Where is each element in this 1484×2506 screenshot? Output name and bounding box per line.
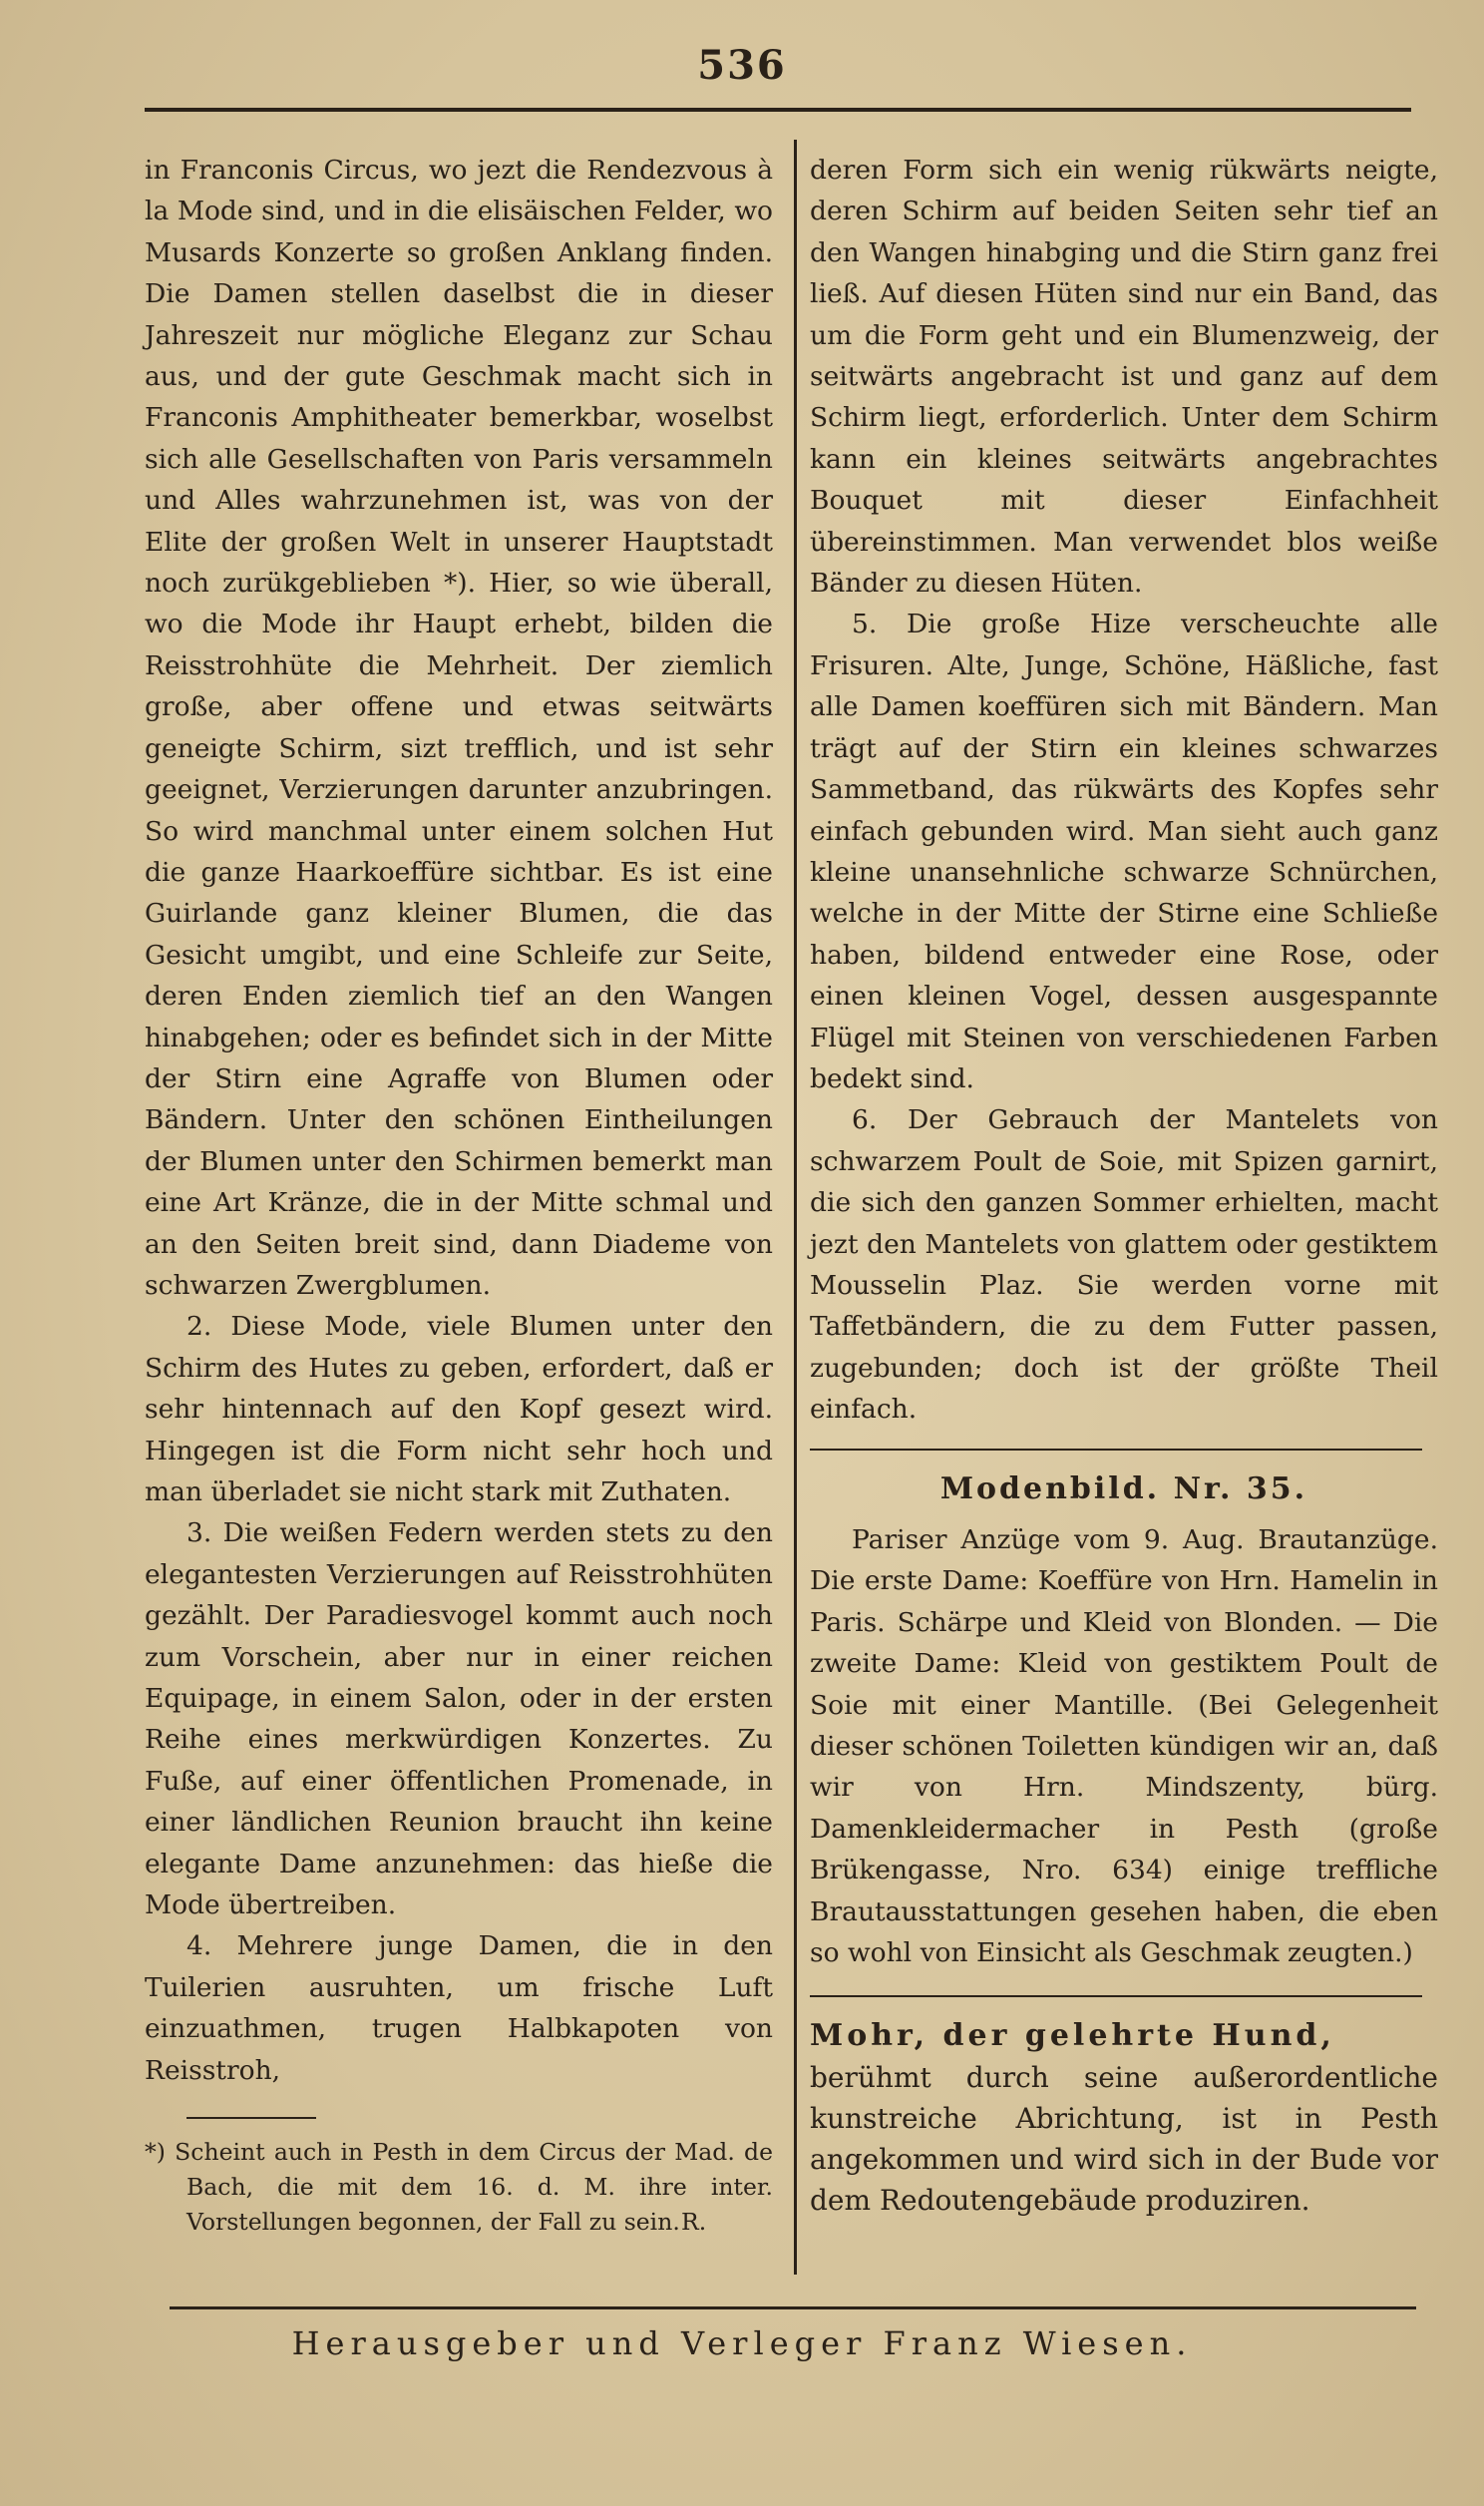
header-rule <box>145 108 1411 112</box>
footnote-rule <box>186 2117 316 2119</box>
page-number: 536 <box>697 42 787 89</box>
notice-title: Mohr, der gelehrte Hund, <box>810 2018 1335 2054</box>
left-paragraph-2: 2. Diese Mode, viele Blumen unter den Schirm des Hutes zu geben, erfordert, daß er sehr hintennach auf den Kopf gesezt wird. Hingegen ist die Form nicht sehr hoch und man überladet sie nicht stark mit Zuthaten. <box>145 1311 773 1507</box>
right-column <box>810 150 1438 2221</box>
left-column <box>145 150 773 2240</box>
fashion-plate-text: Pariser Anzüge vom 9. Aug. Brautanzüge. Die erste Dame: Koeffüre von Hrn. Hamelin in Paris. Schärpe und Kleid von Blonden. — Die zweite Dame: Kleid von gestiktem Poult de Soie mit einer Mantille. (Bei Gelegenheit dieser schönen Toiletten kündigen wir an, daß wir von Hrn. Mindszenty, bürg. Damenkleidermacher in Pesth (große Brükengasse, Nro. 634) einige treffliche Brautausstattungen gesehen haben, die eben so wohl von Einsicht als Geschmak zeugten.) <box>810 1524 1438 1969</box>
column-divider <box>794 140 797 2275</box>
fashion-plate-heading: Modenbild. Nr. 35. <box>939 1470 1308 1506</box>
footnote <box>145 2135 773 2240</box>
notice-rule <box>810 1995 1422 1997</box>
right-paragraph-5: 5. Die große Hize verscheuchte alle Frisuren. Alte, Junge, Schöne, Häßliche, fast alle Damen koeffüren sich mit Bändern. Man trägt auf der Stirn ein kleines schwarzes Sammetband, das rükwärts des Kopfes sehr einfach gebunden wird. Man sieht auch ganz kleine unansehnliche schwarze Schnürchen, welche in der Mitte der Stirne eine Schließe haben, bildend entweder eine Rose, oder einen kleinen Vogel, dessen ausgespannte Flügel mit Steinen von verschiedenen Farben bedekt sind. <box>810 609 1438 1094</box>
notice-text: berühmt durch seine außerordentliche kunstreiche Abrichtung, ist in Pesth angekommen und wird sich in der Bude vor dem Redoutengebäude produziren. <box>810 2060 1438 2217</box>
left-paragraph-3: 3. Die weißen Federn werden stets zu den elegantesten Verzierungen auf Reisstrohhüten gezählt. Der Paradiesvogel kommt auch noch zum Vorschein, aber nur in einer reichen Equipage, in einem Salon, oder in der ersten Reihe eines merkwürdigen Konzertes. Zu Fuße, auf einer öffentlichen Promenade, in einer ländlichen Reunion braucht ihn keine elegante Dame anzunehmen: das hieße die Mode übertreiben. <box>145 1517 773 1921</box>
footer-rule <box>170 2306 1416 2309</box>
left-paragraph-4: 4. Mehrere junge Damen, die in den Tuilerien ausruhten, um frische Luft einzuathmen, trugen Halbkapoten von Reisstroh, <box>145 1930 773 2086</box>
section-rule <box>810 1449 1422 1451</box>
footnote-signature: R. <box>681 2208 707 2237</box>
right-paragraph-6: 6. Der Gebrauch der Mantelets von schwarzem Poult de Soie, mit Spizen garnirt, die sich den ganzen Sommer erhielten, macht jezt den Mantelets von glattem oder gestiktem Mousselin Plaz. Sie werden vorne mit Taffetbändern, die zu dem Futter passen, zugebunden; doch ist der größte Theil einfach. <box>810 1104 1438 1426</box>
publisher-footer: Herausgeber und Verleger Franz Wiesen. <box>291 2324 1193 2362</box>
right-paragraph-1: deren Form sich ein wenig rükwärts neigte, deren Schirm auf beiden Seiten sehr tief an den Wangen hinabging und die Stirn ganz frei ließ. Auf diesen Hüten sind nur ein Band, das um die Form geht und ein Blumenzweig, der seitwärts angebracht ist und ganz auf dem Schirm liegt, erforderlich. Unter dem Schirm kann ein kleines seitwärts angebrachtes Bouquet mit dieser Einfachheit übereinstimmen. Man verwendet blos weiße Bänder zu diesen Hüten. <box>810 155 1438 600</box>
left-paragraph-1: in Franconis Circus, wo jezt die Rendezvous à la Mode sind, und in die elisäischen Felder, wo Musards Konzerte so großen Anklang finden. Die Damen stellen daselbst die in dieser Jahreszeit nur mögliche Eleganz zur Schau aus, und der gute Geschmak macht sich in Franconis Amphitheater bemerkbar, woselbst sich alle Gesellschaften von Paris versammeln und Alles wahrzunehmen ist, was von der Elite der großen Welt in unserer Hauptstadt noch zurükgeblieben *). Hier, so wie überall, wo die Mode ihr Haupt erhebt, bilden die Reisstrohhüte die Mehrheit. Der ziemlich große, aber offene und etwas seitwärts geneigte Schirm, sizt trefflich, und ist sehr geeignet, Verzierungen darunter anzubringen. So wird manchmal unter einem solchen Hut die ganze Haarkoeffüre sichtbar. Es ist eine Guirlande ganz kleiner Blumen, die das Gesicht umgibt, und eine Schleife zur Seite, deren Enden ziemlich tief an den Wangen hinabgehen; oder es befindet sich in der Mitte der Stirn eine Agraffe von Blumen oder Bändern. Unter den schönen Eintheilungen der Blumen unter den Schirmen bemerkt man eine Art Kränze, die in der Mitte schmal und an den Seiten breit sind, dann Diademe von schwarzen Zwergblumen. <box>145 155 773 1301</box>
footnote-text: *) Scheint auch in Pesth in dem Circus der Mad. de Bach, die mit dem 16. d. M. ihre inter. Vorstellungen begonnen, der Fall zu sein. <box>145 2138 773 2237</box>
